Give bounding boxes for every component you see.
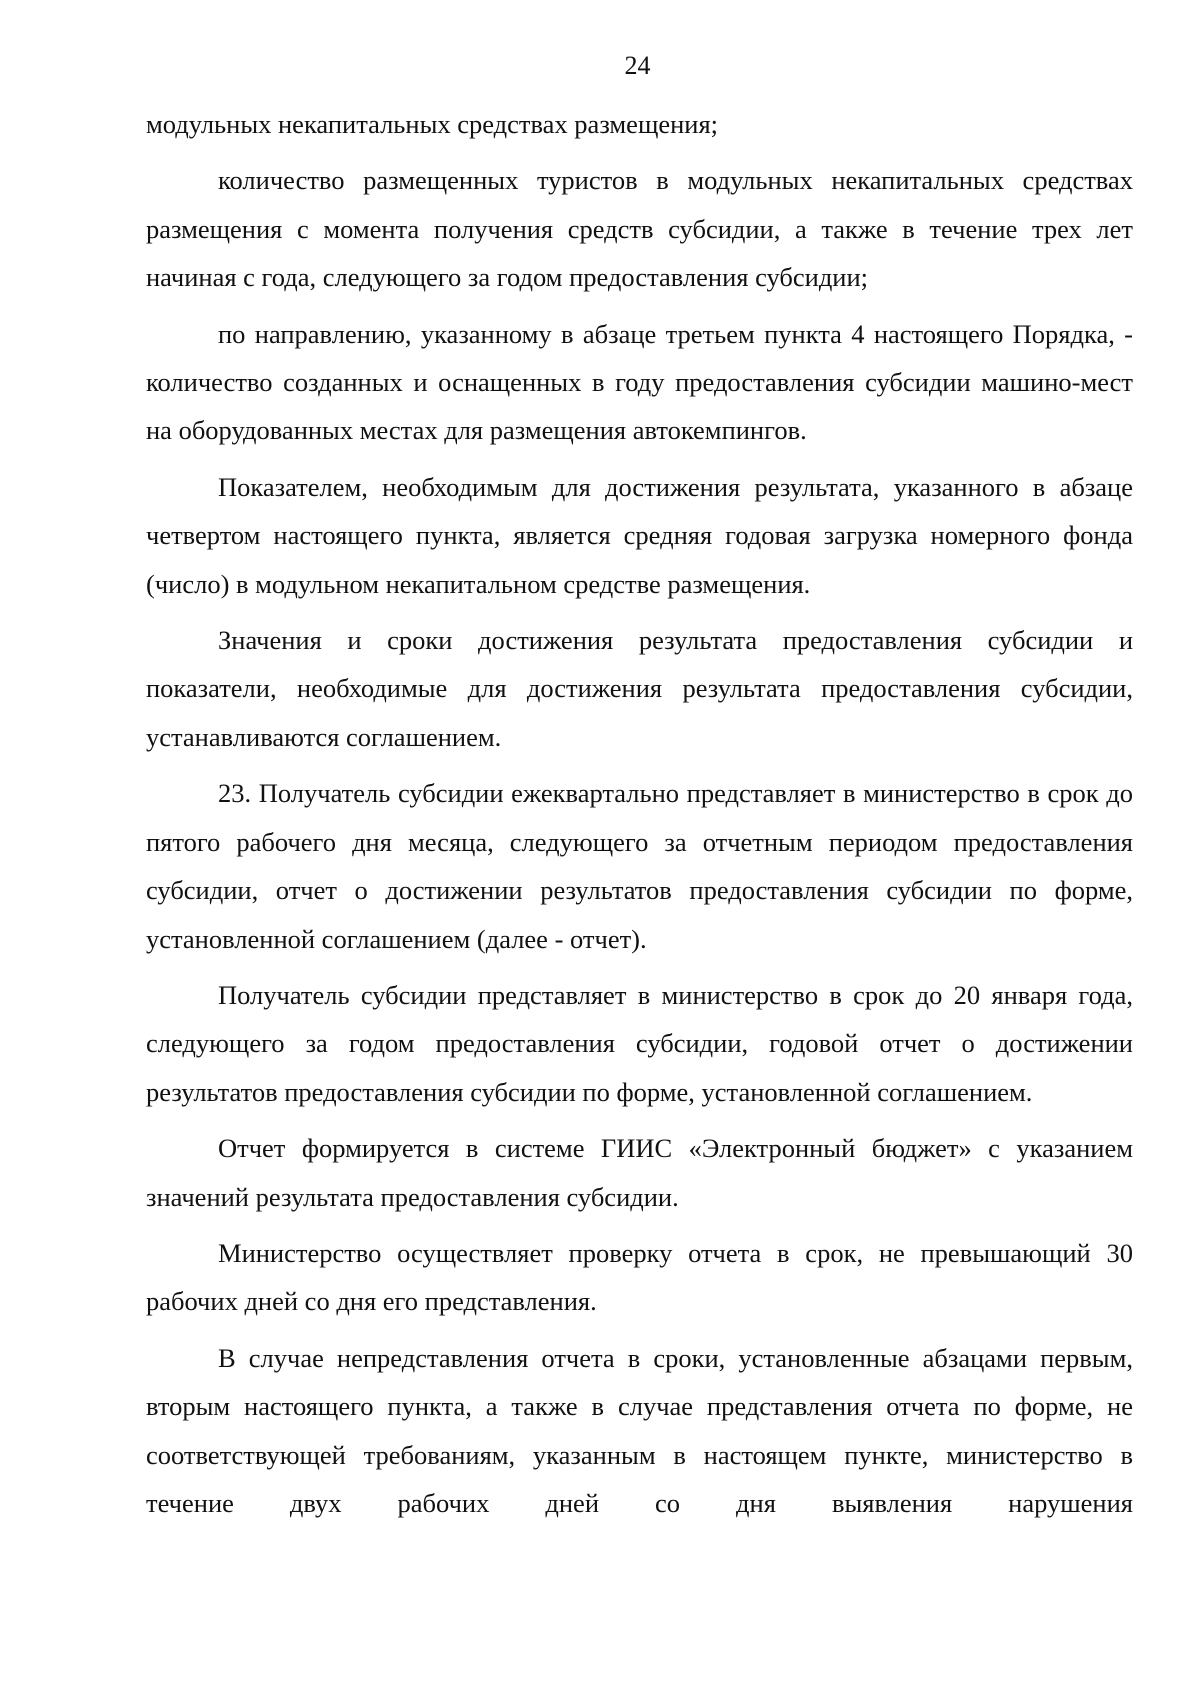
paragraph-3: по направлению, указанному в абзаце третьем пункта 4 настоящего Порядка, - количество созданных и оснащенных в году предоставления субсидии машино-мест на оборудованных местах для размещения автокемпингов. bbox=[146, 318, 1133, 446]
paragraph-10: В случае непредставления отчета в сроки, установленные абзацами первым, вторым настоящего пункта, а также в случае представления отчета по форме, не соответствующей требованиям, указанным в настоящем пункте, министерство в течение двух рабочих дней со дня выявления нарушения bbox=[146, 1342, 1133, 1518]
paragraph-4: Показателем, необходимым для достижения результата, указанного в абзаце четвертом настоящего пункта, является средняя годовая загрузка номерного фонда (число) в модульном некапитальном средстве размещения. bbox=[146, 471, 1133, 599]
document-body bbox=[146, 100, 1133, 1527]
paragraph-2: количество размещенных туристов в модульных некапитальных средствах размещения с момента получения средств субсидии, а также в течение трех лет начиная с года, следующего за годом предоставления субсидии; bbox=[146, 165, 1133, 293]
paragraph-1: модульных некапитальных средствах размещения; bbox=[146, 109, 719, 139]
paragraph-5: Значения и сроки достижения результата предоставления субсидии и показатели, необходимые для достижения результата предоставления субсидии, устанавливаются соглашением. bbox=[146, 625, 1133, 752]
page-number: 24 bbox=[624, 51, 651, 80]
paragraph-6: 23. Получатель субсидии ежеквартально представляет в министерство в срок до пятого рабочего дня месяца, следующего за отчетным периодом предоставления субсидии, отчет о достижении результатов предоставления субсидии по форме, установленной соглашением (далее - отчет). bbox=[146, 778, 1133, 954]
paragraph-8: Отчет формируется в системе ГИИС «Электронный бюджет» с указанием значений результата предоставления субсидии. bbox=[146, 1133, 1133, 1212]
paragraph-7: Получатель субсидии представляет в министерство в срок до 20 января года, следующего за годом предоставления субсидии, годовой отчет о достижении результатов предоставления субсидии по форме, установленной соглашением. bbox=[146, 979, 1133, 1107]
paragraph-9: Министерство осуществляет проверку отчета в срок, не превышающий 30 рабочих дней со дня его представления. bbox=[146, 1237, 1133, 1317]
